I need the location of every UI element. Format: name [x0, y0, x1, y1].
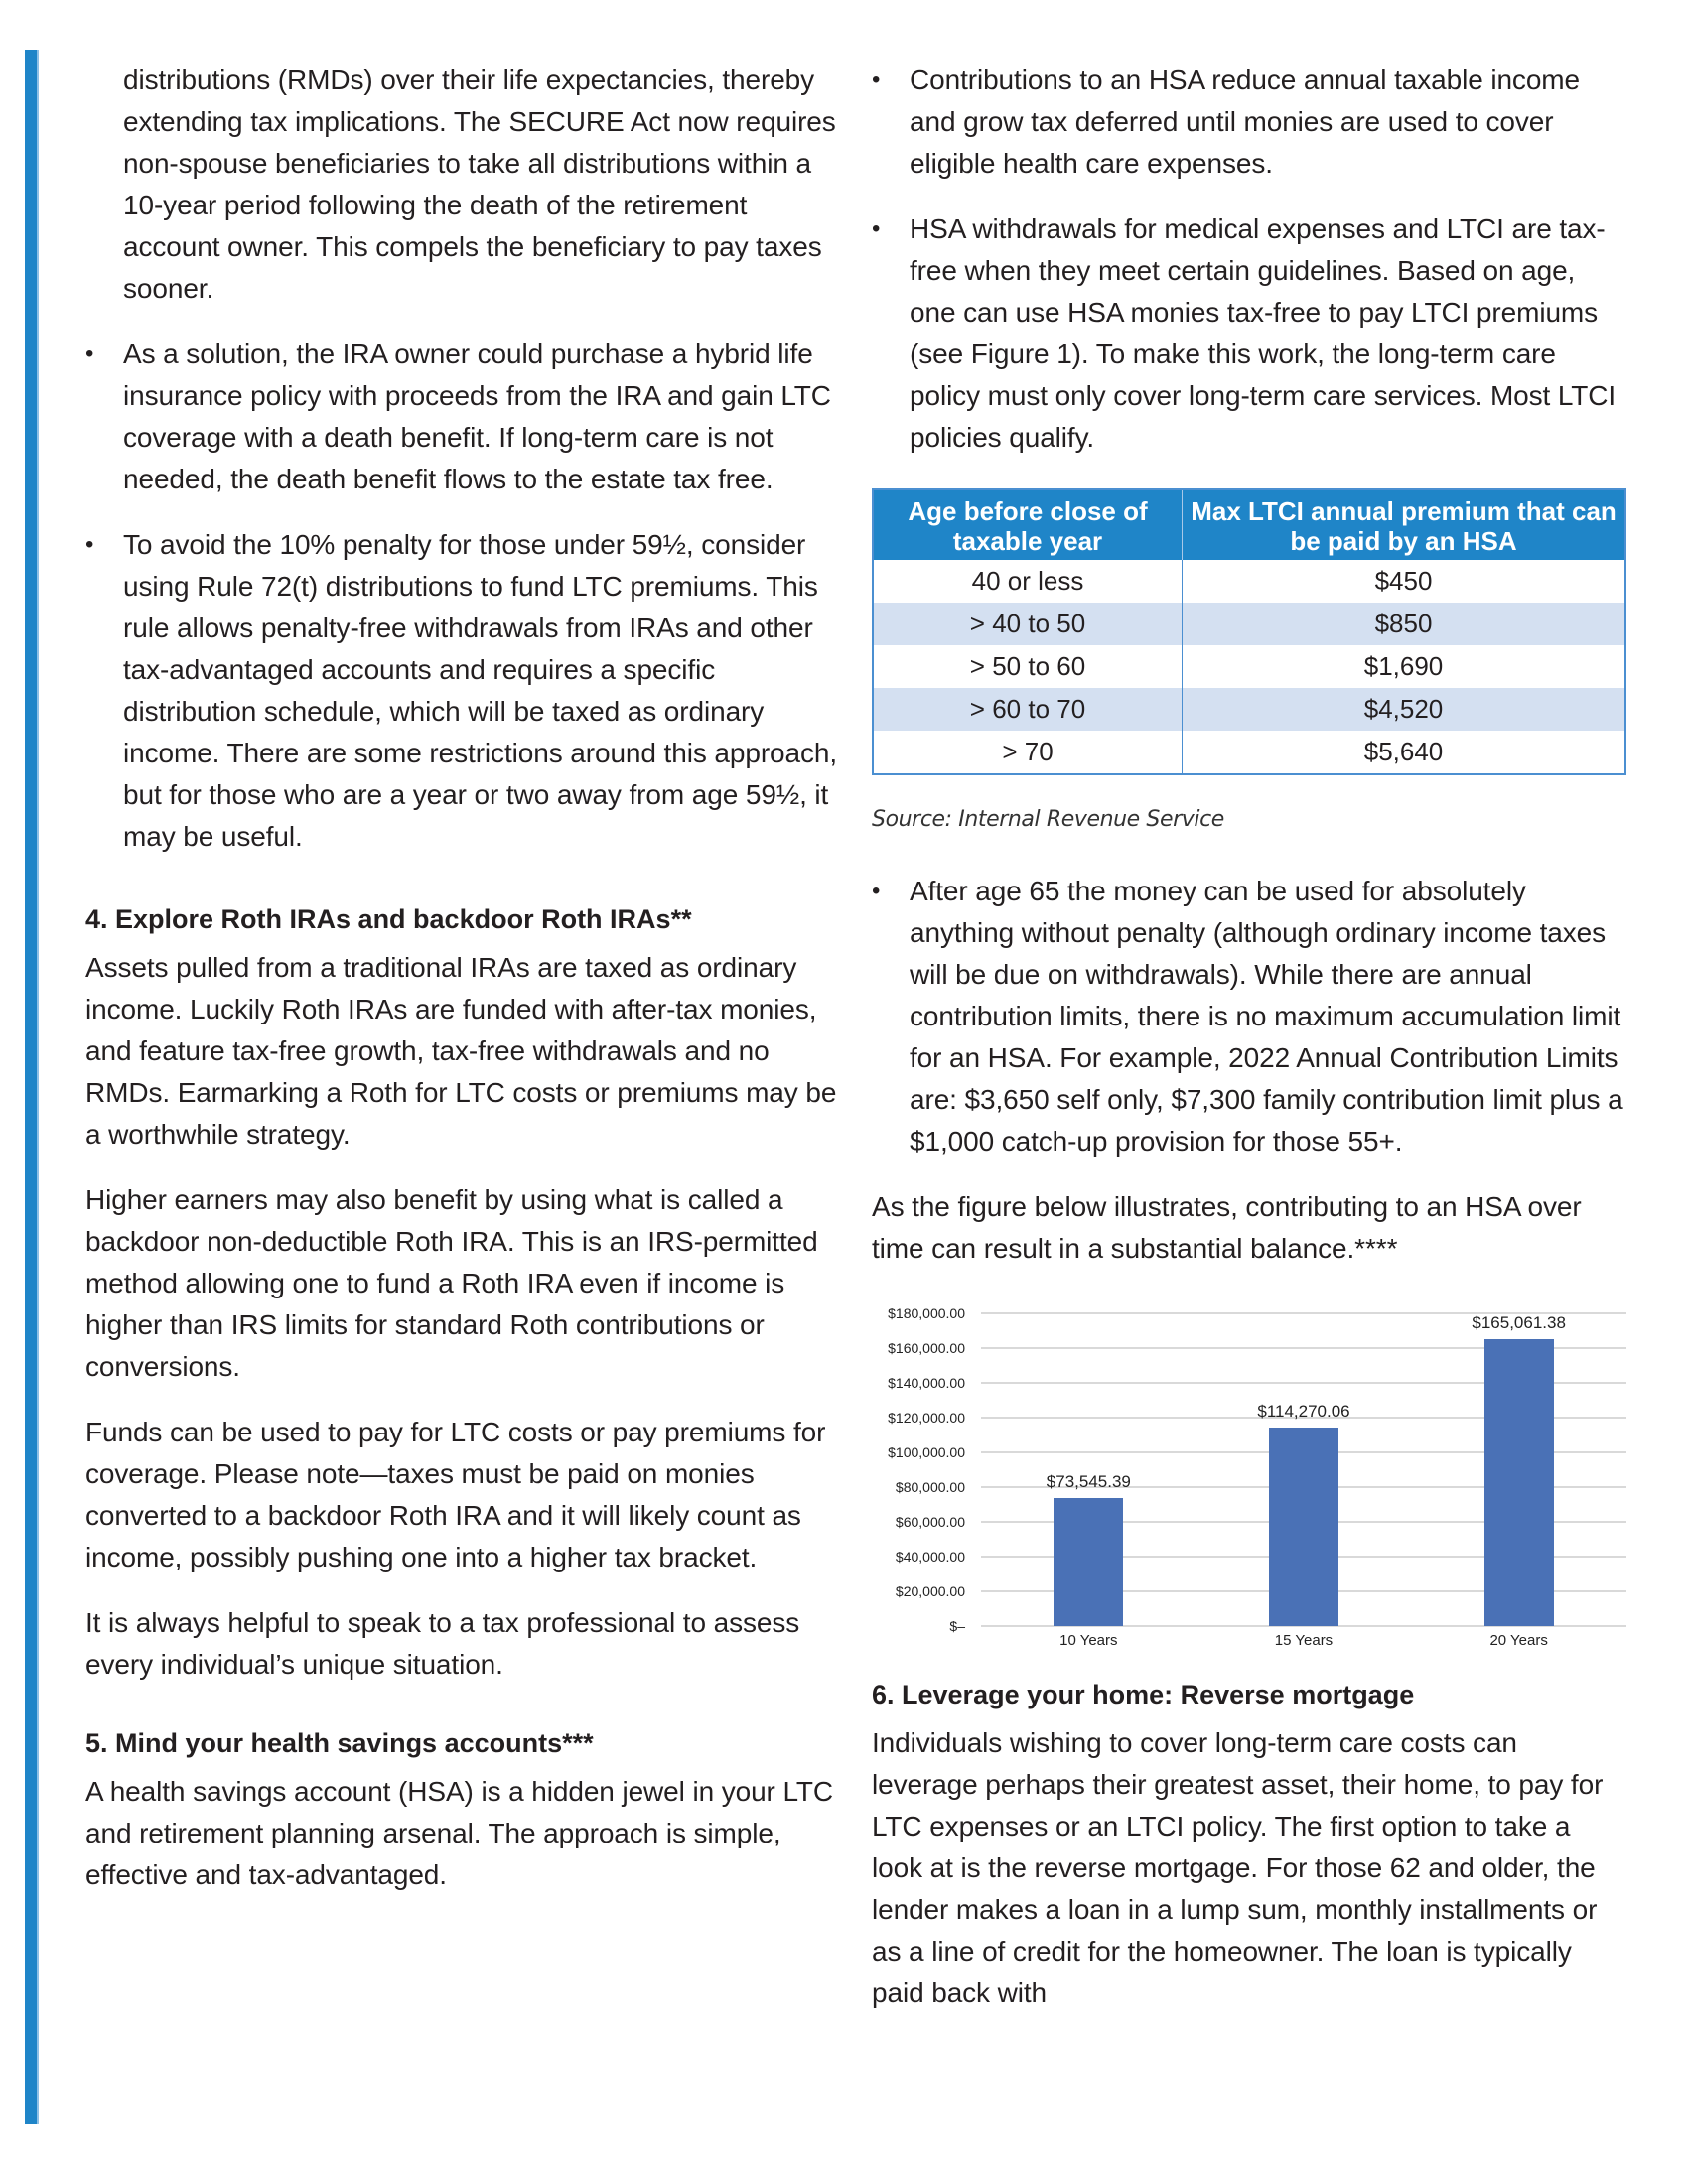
- y-axis-tick-label: $–: [949, 1618, 965, 1634]
- paragraph: It is always helpful to speak to a tax professional to assess every individual’s unique situation.: [85, 1607, 800, 1680]
- age-cell: > 60 to 70: [873, 688, 1183, 731]
- bar-data-label: $165,061.38: [1472, 1313, 1566, 1333]
- y-axis-tick-label: $140,000.00: [888, 1375, 965, 1391]
- figure-intro: As the figure below illustrates, contributing to an HSA over time can result in a substantial balance.****: [872, 1191, 1582, 1264]
- bullet-hsa-withdrawals: • HSA withdrawals for medical expenses and LTCI are tax-free when they meet certain guidelines. Based on age, one can use HSA monies tax-free to pay LTCI premiums (see Figure 1). To make this work, the long-term care policy must only cover long-term care services. Most LTCI policies qualify.: [872, 208, 1626, 459]
- chart-bar: [1484, 1339, 1554, 1626]
- y-axis-tick-label: $40,000.00: [895, 1549, 965, 1565]
- x-axis-category-label: 20 Years: [1489, 1632, 1548, 1649]
- section-heading-hsa: 5. Mind your health savings accounts***: [85, 1728, 594, 1758]
- table-header-age: Age before close of taxable year: [873, 489, 1183, 560]
- premium-cell: $450: [1183, 560, 1626, 603]
- y-axis-tick-label: $60,000.00: [895, 1514, 965, 1530]
- paragraph: Individuals wishing to cover long-term care costs can leverage perhaps their greatest asset, their home, to pay for LTC expenses or an LTCI policy. The first option to take a look at is the reverse mortgage. For those 62 and older, the lender makes a loan in a lump sum, monthly installments or as a line of credit for the homeowner. The loan is typically paid back with: [872, 1727, 1604, 2008]
- paragraph: Higher earners may also benefit by using what is called a backdoor non-deductible Roth IRA. This is an IRS-permitted method allowing one to fund a Roth IRA even if income is higher than IRS limits for standard Roth contributions or conversions.: [85, 1184, 818, 1382]
- bullet-hsa-contributions: • Contributions to an HSA reduce annual taxable income and grow tax deferred until monies are used to cover eligible health care expenses.: [872, 60, 1626, 185]
- accent-bar: [25, 50, 39, 2124]
- premium-cell: $850: [1183, 603, 1626, 645]
- section-heading-reverse-mortgage: 6. Leverage your home: Reverse mortgage: [872, 1680, 1415, 1709]
- bullet-after-age-65: • After age 65 the money can be used for absolutely anything without penalty (although ordinary income taxes will be due on withdrawals). While there are annual contribution limits, there is no maximum accumulation limit for an HSA. For example, 2022 Annual Contribution Limits are: $3,650 self only, $7,300 family contribution limit plus a $1,000 catch-up provision for those 55+.: [872, 871, 1626, 1162]
- premium-cell: $5,640: [1183, 731, 1626, 774]
- table-row: [873, 688, 1625, 731]
- paragraph: Funds can be used to pay for LTC costs or pay premiums for coverage. Please note—taxes must be paid on monies converted to a backdoor Roth IRA and it will likely count as income, possibly pushing one into a higher tax bracket.: [85, 1417, 826, 1572]
- age-cell: 40 or less: [971, 566, 1084, 596]
- table-row: [873, 603, 1625, 645]
- table-row: [873, 560, 1625, 603]
- table-row: [873, 731, 1625, 774]
- premium-cell: $1,690: [1183, 645, 1626, 688]
- left-bullet-list: [85, 334, 840, 858]
- y-axis-tick-label: $120,000.00: [888, 1410, 965, 1426]
- age-cell: > 50 to 60: [969, 651, 1086, 681]
- premium-cell: $4,520: [1183, 688, 1626, 731]
- section-roth-iras: [85, 901, 840, 1686]
- age-cell: > 70: [1002, 737, 1054, 766]
- bar-data-label: $73,545.39: [1046, 1472, 1131, 1492]
- hsa-after-65-list: [872, 871, 1626, 1162]
- table-header-max-premium: Max LTCI annual premium that can be paid by an HSA: [1183, 489, 1626, 560]
- y-axis-tick-label: $160,000.00: [888, 1340, 965, 1356]
- ltci-premium-table: [872, 488, 1626, 775]
- y-axis-tick-label: $20,000.00: [895, 1583, 965, 1599]
- chart-bar: [1269, 1428, 1338, 1626]
- section-heading-roth: 4. Explore Roth IRAs and backdoor Roth IRAs**: [85, 904, 692, 934]
- age-cell: > 40 to 50: [873, 603, 1183, 645]
- section-hsa: [85, 1725, 840, 1896]
- hsa-bullet-list: [872, 60, 1626, 459]
- chart-bar: [1054, 1498, 1123, 1626]
- paragraph: A health savings account (HSA) is a hidden jewel in your LTC and retirement planning arsenal. The approach is simple, effective and tax-advantaged.: [85, 1776, 833, 1890]
- left-column: [85, 60, 840, 1920]
- right-column: [872, 60, 1626, 2038]
- section-reverse-mortgage: [872, 1677, 1626, 2014]
- hsa-balance-bar-chart: [872, 1294, 1626, 1651]
- paragraph: Assets pulled from a traditional IRAs are taxed as ordinary income. Luckily Roth IRAs are funded with after-tax monies, and feature tax-free growth, tax-free withdrawals and no RMDs. Earmarking a Roth for LTC costs or premiums may be a worthwhile strategy.: [85, 952, 837, 1150]
- y-axis-tick-label: $80,000.00: [895, 1479, 965, 1495]
- x-axis-category-label: 15 Years: [1274, 1632, 1334, 1649]
- table-source-note: Source: Internal Revenue Service: [872, 807, 1224, 832]
- y-axis-tick-label: $100,000.00: [888, 1444, 965, 1460]
- continued-bullet-text: distributions (RMDs) over their life expectancies, thereby extending tax implications. The SECURE Act now requires non-spouse beneficiaries to take all distributions within a 10-year period following the death of the retirement account owner. This compels the beneficiary to pay taxes sooner.: [123, 65, 836, 304]
- x-axis-category-label: 10 Years: [1059, 1632, 1118, 1649]
- bullet-hybrid-life-insurance: • As a solution, the IRA owner could purchase a hybrid life insurance policy with proceeds from the IRA and gain LTC coverage with a death benefit. If long-term care is not needed, the death benefit flows to the estate tax free.: [85, 334, 840, 500]
- table-row: [873, 645, 1625, 688]
- y-axis-tick-label: $180,000.00: [888, 1305, 965, 1321]
- bar-data-label: $114,270.06: [1257, 1402, 1350, 1422]
- bullet-rule-72t: • To avoid the 10% penalty for those under 59½, consider using Rule 72(t) distributions to fund LTC premiums. This rule allows penalty-free withdrawals from IRAs and other tax-advantaged accounts and requires a specific distribution schedule, which will be taxed as ordinary income. There are some restrictions around this approach, but for those who are a year or two away from age 59½, it may be useful.: [85, 524, 840, 858]
